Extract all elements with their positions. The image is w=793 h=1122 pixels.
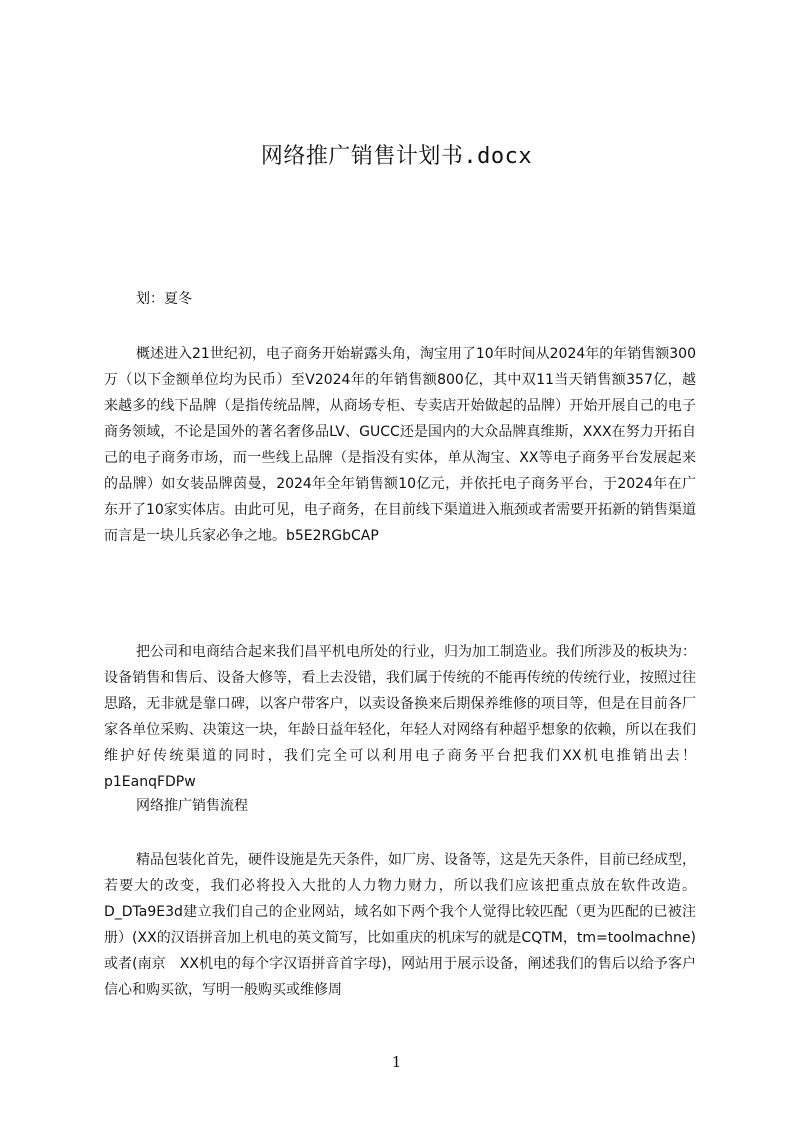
packaging-paragraph: 精品包装化首先，硬件设施是先天条件，如厂房、设备等，这是先天条件，目前已经成型，若要大的改变，我们必将投入大批的人力物力财力，所以我们应该把重点放在软件改造。D_DTa9E3d建立我们自己的企业网站，域名如下两个我个人觉得比较匹配（更为匹配的已被注册）(XX的汉语拼音加上机电的英文简写，比如重庆的机床写的就是CQTM，tm=toolmachne)或者(南京 XX机电的每个字汉语拼音首字母)，网站用于展示设备，阐述我们的售后以给予客户信心和购买欲，写明一般购买或维修周 xyxy=(104,852,696,998)
planner-line: 划：夏冬 xyxy=(136,291,192,307)
document-title: 网络推广销售计划书.docx xyxy=(260,144,533,169)
page-number: 1 xyxy=(391,1053,402,1071)
overview-paragraph: 概述进入21世纪初，电子商务开始崭露头角，淘宝用了10年时间从2024年的年销售额300万（以下金额单位均为民币）至V2024年的年销售额800亿，其中双11当天销售额357亿，越来越多的线下品牌（是指传统品牌，从商场专柜、专卖店开始做起的品牌）开始开展自己的电子商务领域，不论是国外的著名奢侈品LV、GUCC还是国内的大众品牌真维斯，XXX在努力开拓自己的电子商务市场，而一些线上品牌（是指没有实体，单从淘宝、XX等电子商务平台发展起来的品牌）如女装品牌茵曼，2024年全年销售额10亿元，并依托电子商务平台，于2024年在广东开了10家实体店。由此可见，电子商务，在目前线下渠道进入瓶颈或者需要开拓新的销售渠道而言是一块儿兵家必争之地。b5E2RGbCAP xyxy=(104,346,696,544)
section-heading: 网络推广销售流程 xyxy=(136,798,248,814)
company-ecommerce-paragraph: 把公司和电商结合起来我们昌平机电所处的行业，归为加工制造业。我们所涉及的板块为：设备销售和售后、设备大修等，看上去没错，我们属于传统的不能再传统的传统行业，按照过往思路，无非就是靠口碑，以客户带客户，以卖设备换来后期保养维修的项目等，但是在目前各厂家各单位采购、决策这一块，年龄日益年轻化，年轻人对网络有种超乎想象的依赖，所以在我们维护好传统渠道的同时，我们完全可以利用电子商务平台把我们XX机电推销出去！p1EanqFDPw xyxy=(104,644,696,790)
